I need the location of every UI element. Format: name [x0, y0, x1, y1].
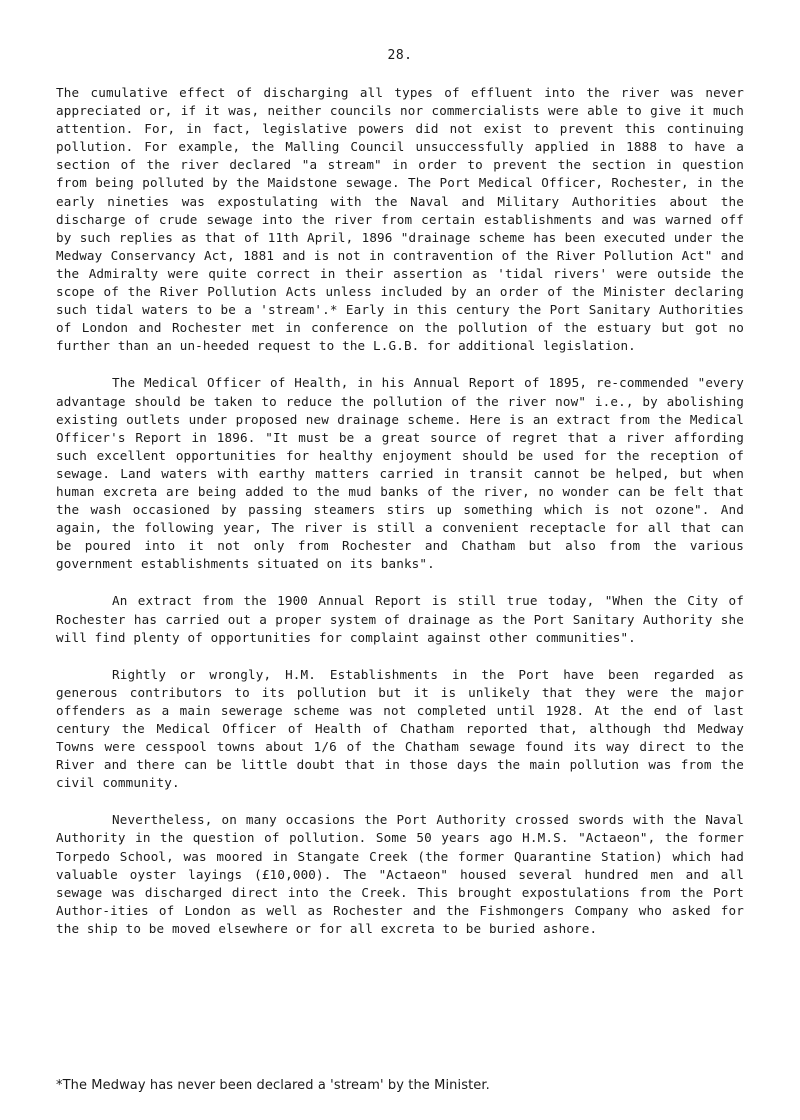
- body-text: [56, 84, 744, 957]
- footnote: *The Medway has never been declared a 'stream' by the Minister.: [56, 1078, 490, 1093]
- paragraph-annual-report-1900: An extract from the 1900 Annual Report is still true today, "When the City of Rochester has carried out a proper system of drainage as the Port Sanitary Authority she will find plenty of opportunities for complaint against other communities".: [56, 593, 744, 645]
- paragraph-medical-officer-1895: The Medical Officer of Health, in his Annual Report of 1895, re-commended "every advantage should be taken to reduce the pollution of the river now" i.e., by abolishing existing outlets under proposed new drainage scheme. Here is an extract from the Medical Officer's Report in 1896. "It must be a great source of regret that a river affording such excellent opportunities for healthy enjoyment should be used for the reception of sewage. Land waters with earthy matters carried in transit cannot be helped, but when human excreta are being added to the mud banks of the river, no wonder can be felt that the wash occasioned by passing steamers stirs up something which is not ozone". And again, the following year, The river is still a convenient receptacle for all that can be poured into it not only from Rochester and Chatham but also from the various government establishments situated on its banks".: [56, 375, 744, 572]
- paragraph-pollution-history: The cumulative effect of discharging all types of effluent into the river was never appreciated or, if it was, neither councils nor commercialists were able to give it much attention. For, in fact, legislative powers did not exist to prevent this continuing pollution. For example, the Malling Council unsuccessfully applied in 1888 to have a section of the river declared "a stream" in order to prevent the section in question from being polluted by the Maidstone sewage. The Port Medical Officer, Rochester, in the early nineties was expostulating with the Naval and Military Authorities about the discharge of crude sewage into the river from certain establishments and was warned off by such replies as that of 11th April, 1896 "drainage scheme has been executed under the Medway Conservancy Act, 1881 and is not in contravention of the River Pollution Act" and the Admiralty were quite correct in their assertion as 'tidal rivers' were outside the scope of the River Pollution Acts unless included by an order of the Minister declaring such tidal waters to be a 'stream'.* Early in this century the Port Sanitary Authorities of London and Rochester met in conference on the pollution of the estuary but got no further than an un-heeded request to the L.G.B. for additional legislation.: [56, 85, 744, 354]
- page-number: 28.: [387, 48, 413, 63]
- paragraph-actaeon: Nevertheless, on many occasions the Port Authority crossed swords with the Naval Authority in the question of pollution. Some 50 years ago H.M.S. "Actaeon", the former Torpedo School, was moored in Stangate Creek (the former Quarantine Station) which had valuable oyster layings (£10,000). The "Actaeon" housed several hundred men and all sewage was discharged direct into the Creek. This brought expostulations from the Port Author-ities of London as well as Rochester and the Fishmongers Company who asked for the ship to be moved elsewhere or for all excreta to be buried ashore.: [56, 812, 744, 936]
- paragraph-hm-establishments: Rightly or wrongly, H.M. Establishments in the Port have been regarded as generous contributors to its pollution but it is unlikely that they were the major offenders as a main sewerage scheme was not completed until 1928. At the end of last century the Medical Officer of Health of Chatham reported that, although thd Medway Towns were cesspool towns about 1/6 of the Chatham sewage found its way direct to the River and there can be little doubt that in those days the main pollution was from the civil community.: [56, 666, 744, 791]
